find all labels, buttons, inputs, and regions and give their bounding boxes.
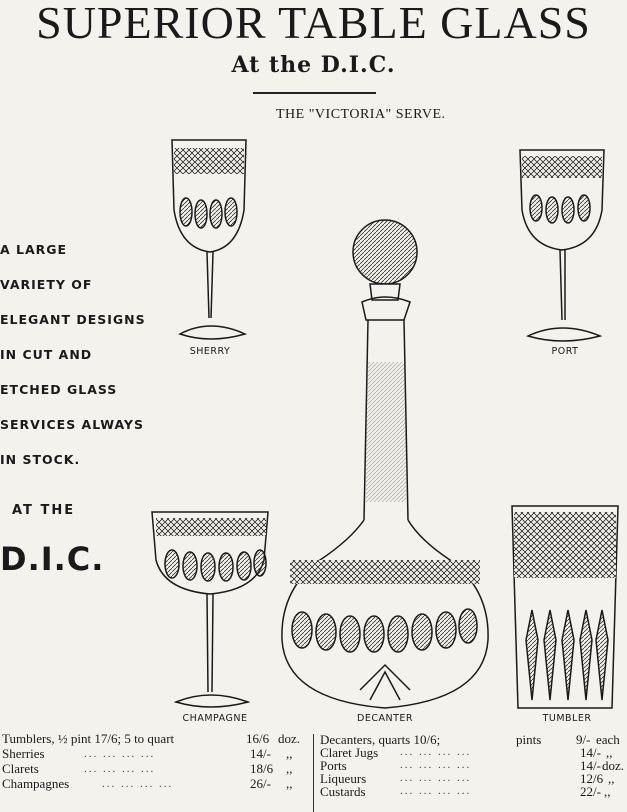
dot-leader: ... ... ... ...	[102, 778, 174, 790]
item-unit: ,,	[286, 761, 293, 776]
item-price: 9/-	[576, 732, 591, 747]
dot-leader: ... ... ... ...	[400, 772, 472, 784]
at-the-label: AT THE	[12, 503, 76, 518]
price-row	[2, 762, 310, 777]
tumbler-icon	[512, 506, 618, 708]
blurb-line: VARIETY OF	[0, 277, 93, 292]
item-price: 22/-	[580, 784, 601, 799]
item-unit: doz.	[602, 758, 625, 773]
item-unit: ,,	[604, 784, 611, 799]
blurb-line: A LARGE	[0, 242, 68, 257]
item-name: Custards	[320, 784, 366, 799]
blurb-line: ELEGANT DESIGNS	[0, 312, 146, 327]
item-unit: ,,	[286, 746, 293, 761]
decanter-icon	[282, 220, 488, 708]
item-name: Decanters, quarts 10/6;	[320, 732, 441, 747]
item-price: 14/-	[580, 745, 601, 760]
decanter-caption: DECANTER	[357, 713, 413, 724]
price-row	[2, 747, 310, 762]
item-name: Sherries	[2, 746, 45, 761]
store-name: D.I.C.	[0, 540, 105, 578]
price-row	[320, 785, 625, 798]
item-price: 18/6	[250, 761, 274, 776]
price-list-left	[2, 732, 310, 792]
blurb-line: ETCHED GLASS	[0, 382, 118, 397]
item-name: Clarets	[2, 761, 39, 776]
item-unit: ,,	[606, 745, 613, 760]
item-name: Claret Jugs	[320, 745, 379, 760]
dot-leader: ... ... ... ...	[84, 748, 156, 760]
port-caption: PORT	[551, 346, 579, 357]
item-price: 26/-	[250, 776, 271, 791]
champagne-glass-icon	[152, 512, 268, 707]
tumbler-caption: TUMBLER	[542, 713, 592, 724]
item-price: 14/-	[580, 758, 601, 773]
dot-leader: ... ... ... ...	[84, 763, 156, 775]
champagne-caption: CHAMPAGNE	[182, 713, 248, 724]
blurb-line: SERVICES ALWAYS	[0, 417, 144, 432]
dot-leader: ... ... ... ...	[400, 746, 472, 758]
item-extra: pints	[516, 732, 542, 747]
service-name: THE "VICTORIA" SERVE.	[276, 107, 446, 122]
subheadline: At the D.I.C.	[231, 52, 396, 78]
item-name: Liqueurs	[320, 771, 367, 786]
sherry-glass-icon	[172, 140, 246, 339]
blurb-line: IN CUT AND	[0, 347, 93, 362]
item-name: Tumblers, ½ pint 17/6; 5 to quart	[2, 731, 175, 746]
price-row	[2, 732, 310, 747]
item-price: 16/6	[246, 731, 270, 746]
item-unit: ,,	[608, 771, 615, 786]
item-unit: each	[596, 732, 620, 747]
headline: SUPERIOR TABLE GLASS	[36, 0, 591, 48]
dot-leader: ... ... ... ...	[400, 759, 472, 771]
dot-leader: ... ... ... ...	[400, 785, 472, 797]
item-price: 12/6	[580, 771, 604, 786]
item-unit: doz.	[278, 731, 301, 746]
item-name: Champagnes	[2, 776, 70, 791]
item-name: Ports	[320, 758, 347, 773]
blurb-line: IN STOCK.	[0, 452, 81, 467]
price-list-divider	[313, 734, 314, 812]
item-price: 14/-	[250, 746, 271, 761]
item-unit: ,,	[286, 776, 293, 791]
price-row	[2, 777, 310, 792]
port-glass-icon	[520, 150, 604, 341]
price-list-right	[320, 733, 625, 798]
sherry-caption: SHERRY	[189, 346, 231, 357]
